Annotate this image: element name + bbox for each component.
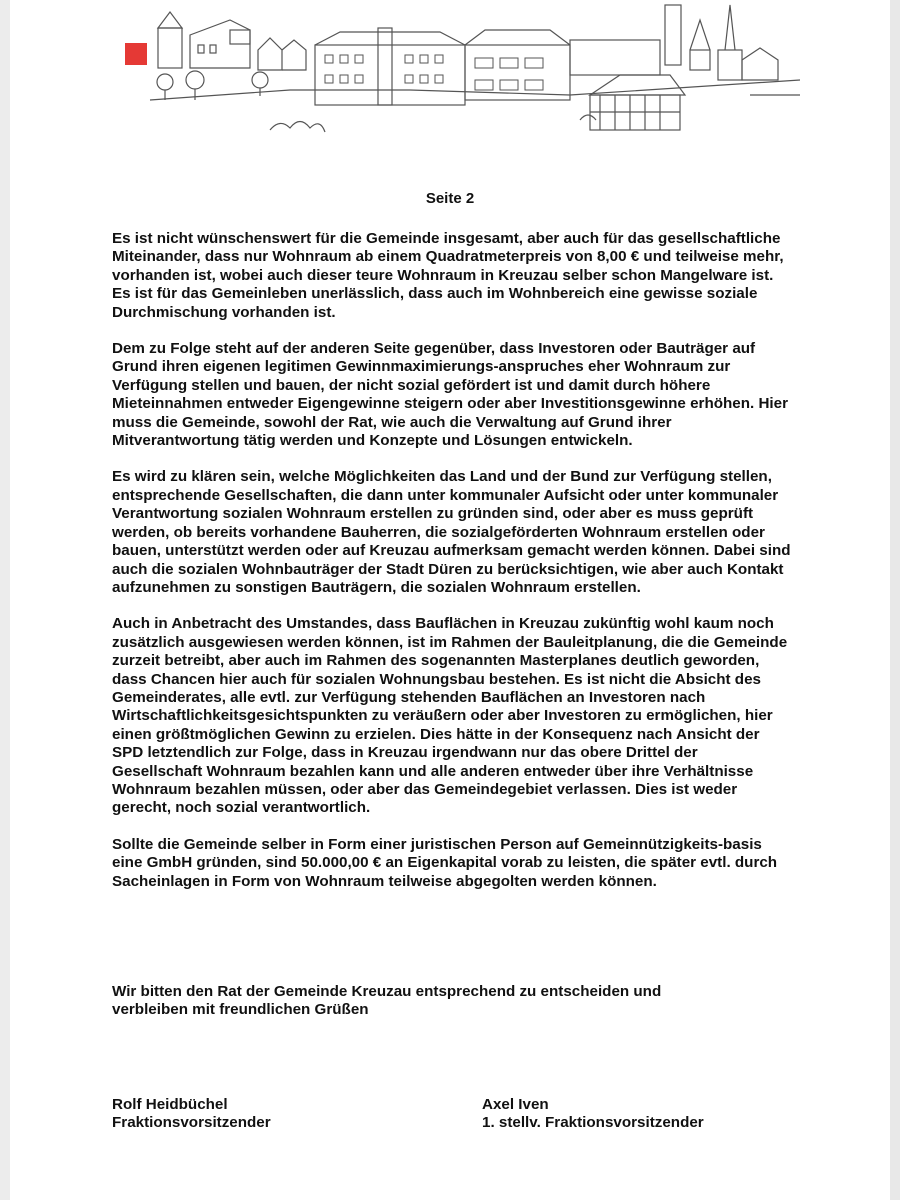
closing-text: [112, 983, 792, 1020]
paragraph: Sollte die Gemeinde selber in Form einer juristischen Person auf Gemeinnützigkeits-basis eine GmbH gründen, sind 50.000,00 € an Eigenkapital vorab zu leisten, die später evtl. durch Sacheinlagen in Form von Wohnraum teilweise abgegolten werden können.: [112, 835, 778, 890]
signatory-role: Fraktionsvorsitzender: [112, 1114, 271, 1132]
town-skyline-illustration: [110, 0, 800, 150]
letter-body: [112, 230, 792, 909]
paragraph: Es ist nicht wünschenswert für die Gemeinde insgesamt, aber auch für das gesellschaftliche Miteinander, dass nur Wohnraum ab einem Quadratmeterpreis von 8,00 € und teilweise mehr, vorhanden ist, wobei auch dieser teure Wohnraum in Kreuzau selber schon Mangelware ist. Es ist für das Gemeinleben unerlässlich, dass auch im Wohnbereich eine gewisse soziale Durchmischung vorhanden ist.: [112, 230, 784, 321]
page-edge: [890, 0, 900, 1200]
page-number-label: Seite 2: [425, 190, 475, 207]
signature-block-left: [112, 1096, 271, 1133]
paragraph: Dem zu Folge steht auf der anderen Seite gegenüber, dass Investoren oder Bauträger auf Grund ihren eigenen legitimen Gewinnmaximierungs-anspruches eher Wohnraum zur Verfügung stellen und bauen, der nicht sozial gefördert ist und damit durch höhere Mieteinnahmen entweder Eigengewinne steigern oder aber Investitionsgewinne erhöhen. Hier muss die Gemeinde, sowohl der Rat, wie auch die Verwaltung auf Grund ihrer Mitverantwortung tätig werden und Konzepte und Lösungen entwickeln.: [112, 340, 788, 450]
paragraph: Es wird zu klären sein, welche Möglichkeiten das Land und der Bund zur Verfügung stellen, entsprechende Gesellschaften, die dann unter kommunaler Aufsicht oder unter kommunaler Verantwortung sozialen Wohnraum erstellen zu gründen sind, oder aber es muss geprüft werden, ob bereits vorhandene Bauherren, die sozialgeförderten Wohnraum erstellen oder bauen, unterstützt werden oder auf Kreuzau aufmerksam gemacht werden können. Dabei sind auch die sozialen Wohnbauträger der Stadt Düren zu berücksichtigen, wie aber auch Kontakt aufzunehmen zu sonstigen Bauträgern, die sozialen Wohnraum erstellen.: [112, 468, 791, 596]
signatory-name: Rolf Heidbüchel: [112, 1096, 228, 1113]
document-page: [10, 0, 890, 1200]
paragraph: Auch in Anbetracht des Umstandes, dass Bauflächen in Kreuzau zukünftig wohl kaum noch zusätzlich ausgewiesen werden können, ist im Rahmen der Bauleitplanung, die die Gemeinde zurzeit betreibt, aber auch im Rahmen des sogenannten Masterplanes deutlich geworden, dass Chancen hier auch für sozialen Wohnungsbau bestehen. Es ist nicht die Absicht des Gemeinderates, alle evtl. zur Verfügung stehenden Bauflächen an Investoren nach Wirtschaftlichkeitsgesichtspunkten zu veräußern oder aber Investoren zu ermöglichen, hier einen größtmöglichen Gewinn zu erzielen. Dies hätte in der Konsequenz nach Ansicht der SPD letztendlich zur Folge, dass in Kreuzau irgendwann nur das obere Drittel der Gesellschaft Wohnraum bezahlen kann und alle anderen entweder über ihre Verhältnisse Wohnraum bezahlen müssen, oder aber das Gemeindegebiet verlassen. Dies ist weder gerecht, noch sozial verantwortlich.: [112, 615, 788, 817]
signatory-name: Axel Iven: [482, 1096, 549, 1113]
closing-line: Wir bitten den Rat der Gemeinde Kreuzau entsprechend zu entscheiden und: [112, 983, 662, 1000]
signature-block-right: [482, 1096, 704, 1133]
closing-line: verbleiben mit freundlichen Grüßen: [112, 1001, 369, 1019]
signatory-role: 1. stellv. Fraktionsvorsitzender: [482, 1114, 704, 1132]
